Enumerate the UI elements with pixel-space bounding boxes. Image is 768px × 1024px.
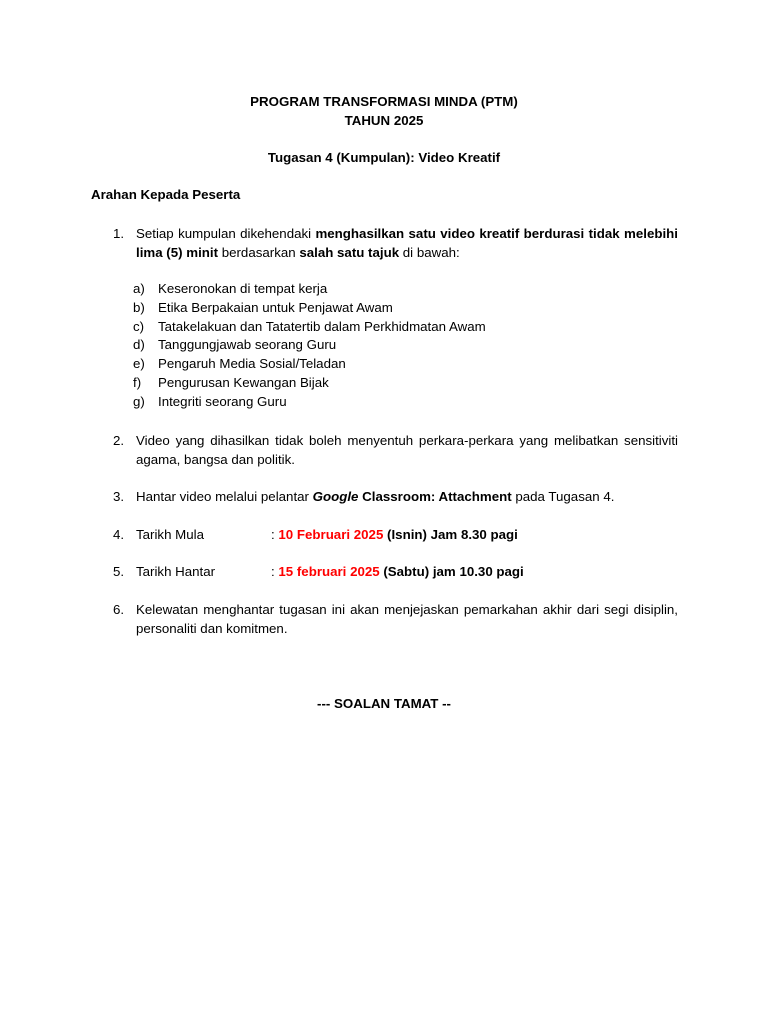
item-number: 6. <box>113 602 125 617</box>
topic-text: Pengurusan Kewangan Bijak <box>158 374 329 390</box>
text-run: Hantar video melalui pelantar <box>136 489 313 504</box>
item-number: 1. <box>113 226 125 241</box>
item-text <box>136 525 678 544</box>
topic-text: Etika Berpakaian untuk Penjawat Awam <box>158 299 393 315</box>
topic-text: Tatakelakuan dan Tatatertib dalam Perkhidmatan Awam <box>158 318 486 334</box>
instruction-item-5 <box>113 562 678 581</box>
bold-run: salah satu tajuk <box>299 245 400 260</box>
text-run: Setiap kumpulan dikehendaki <box>136 226 316 241</box>
topic-list <box>133 279 633 411</box>
colon: : <box>271 564 279 579</box>
topic-letter: a) <box>133 281 145 296</box>
start-time: (Isnin) Jam 8.30 pagi <box>383 527 518 542</box>
task-title: Tugasan 4 (Kumpulan): Video Kreatif <box>267 150 501 165</box>
program-title: PROGRAM TRANSFORMASI MINDA (PTM) <box>250 94 518 109</box>
topic-letter: b) <box>133 299 145 315</box>
topic-item <box>133 373 633 392</box>
topic-text: Pengaruh Media Sosial/Teladan <box>158 356 346 372</box>
instruction-item-4 <box>113 525 678 544</box>
instruction-item-3 <box>113 487 678 506</box>
instruction-item-6 <box>113 600 678 638</box>
submit-time: (Sabtu) jam 10.30 pagi <box>379 564 524 579</box>
topic-text: Integriti seorang Guru <box>158 393 287 409</box>
topic-item <box>133 392 633 411</box>
topic-item <box>133 279 633 298</box>
topic-item <box>133 298 633 317</box>
instruction-item-1 <box>113 224 678 262</box>
text-run: pada Tugasan 4. <box>511 489 615 504</box>
item-number: 2. <box>113 433 125 448</box>
item-text: Kelewatan menghantar tugasan ini akan menjejaskan pemarkahan akhir dari segi disiplin, personaliti dan komitmen. <box>136 602 678 636</box>
instructions-heading: Arahan Kepada Peserta <box>91 187 241 202</box>
start-date: 10 Februari 2025 <box>278 527 384 542</box>
topic-letter: f) <box>133 374 142 390</box>
date-label: Tarikh Hantar <box>136 564 216 579</box>
item-number: 4. <box>113 527 125 542</box>
year-title: TAHUN 2025 <box>344 113 424 128</box>
topic-text: Keseronokan di tempat kerja <box>158 281 328 296</box>
bold-run: menghasilkan satu video kreatif berdurasi tidak melebihi lima (5) minit <box>136 226 678 260</box>
date-label: Tarikh Mula <box>136 527 204 542</box>
text-run: di bawah: <box>399 245 460 260</box>
text-run: berdasarkan <box>218 245 300 260</box>
topic-letter: e) <box>133 356 145 372</box>
bold-run: Classroom: Attachment <box>358 489 512 504</box>
topic-letter: d) <box>133 337 145 353</box>
bold-italic-run: Google <box>312 489 359 504</box>
topic-item <box>133 335 633 354</box>
item-text: Video yang dihasilkan tidak boleh menyentuh perkara-perkara yang melibatkan sensitiviti agama, bangsa dan politik. <box>136 433 678 467</box>
topic-item <box>133 354 633 373</box>
topic-letter: g) <box>133 393 145 409</box>
colon: : <box>271 527 279 542</box>
topic-letter: c) <box>133 318 145 334</box>
item-text <box>136 224 678 262</box>
end-of-questions: --- SOALAN TAMAT -- <box>317 696 451 711</box>
item-text <box>136 562 678 581</box>
item-number: 3. <box>113 489 125 504</box>
instruction-item-2 <box>113 431 678 469</box>
topic-text: Tanggungjawab seorang Guru <box>158 337 337 353</box>
topic-item <box>133 317 633 336</box>
submit-date: 15 februari 2025 <box>278 564 380 579</box>
item-text <box>136 487 678 506</box>
item-number: 5. <box>113 564 125 579</box>
